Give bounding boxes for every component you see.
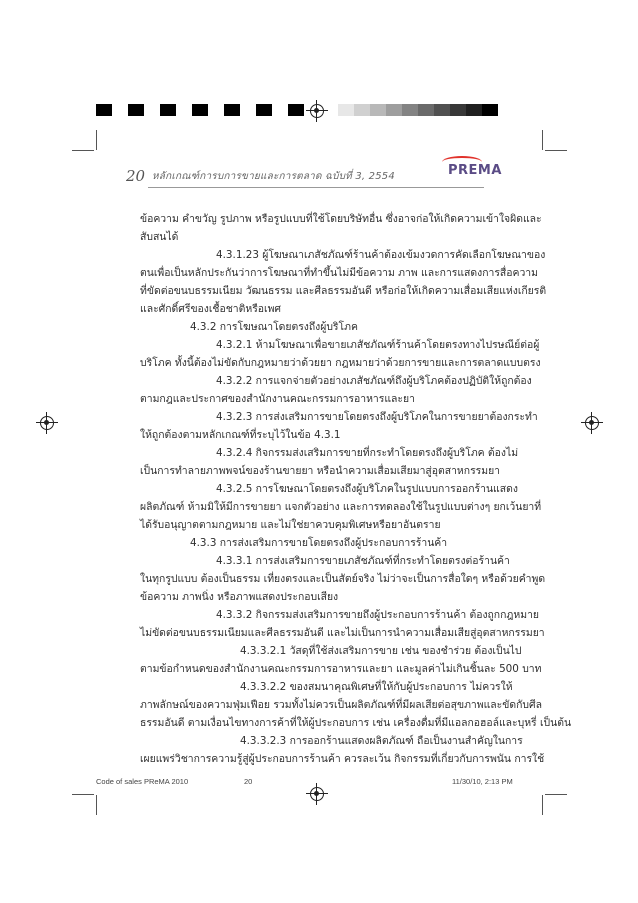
color-bar-right: [338, 104, 498, 116]
text-line: 4.3.3.2.2 ของสมนาคุณพิเศษที่ให้กับผู้ประกอบการ ไม่ควรให้: [240, 681, 513, 693]
color-swatch: [418, 104, 434, 116]
color-swatch: [240, 104, 256, 116]
text-line: สับสนได้: [140, 231, 179, 243]
text-line: 4.3.3.2 กิจกรรมส่งเสริมการขายถึงผู้ประกอบการร้านค้า ต้องถูกกฎหมาย: [216, 609, 539, 621]
color-swatch: [176, 104, 192, 116]
prema-logo: [440, 156, 500, 190]
trim-mark: [96, 130, 97, 150]
color-swatch: [386, 104, 402, 116]
color-bar-left: [96, 104, 320, 116]
color-swatch: [112, 104, 128, 116]
text-line: ในทุกรูปแบบ ต้องเป็นธรรม เที่ยงตรงและเป็นสัตย์จริง ไม่ว่าจะเป็นการสื่อใดๆ หรือด้วยคำพูด: [140, 573, 546, 585]
text-line: ตามกฎและประกาศของสำนักงานคณะกรรมการอาหารและยา: [140, 393, 415, 405]
color-swatch: [272, 104, 288, 116]
trim-mark: [542, 130, 543, 150]
text-line: และศักดิ์ศรีของเชื้อชาติหรือเพศ: [140, 303, 282, 315]
page-number: 20: [126, 167, 146, 185]
trim-mark: [545, 150, 567, 151]
logo-text: PREMA: [448, 163, 502, 178]
color-swatch: [192, 104, 208, 116]
text-line: ให้ถูกต้องตามหลักเกณฑ์ที่ระบุไว้ในข้อ 4.3.1: [140, 429, 341, 441]
text-line: 4.3.3 การส่งเสริมการขายโดยตรงถึงผู้ประกอบการร้านค้า: [190, 537, 448, 549]
text-line: บริโภค ทั้งนี้ต้องไม่ขัดกับกฎหมายว่าด้วยยา กฎหมายว่าด้วยการขายและการตลาดแบบตรง: [140, 357, 541, 369]
registration-mark-top: [306, 100, 328, 122]
color-swatch: [338, 104, 354, 116]
color-swatch: [482, 104, 498, 116]
color-swatch: [288, 104, 304, 116]
color-swatch: [434, 104, 450, 116]
trim-mark: [72, 150, 94, 151]
color-swatch: [160, 104, 176, 116]
text-line: 4.3.2.3 การส่งเสริมการขายโดยตรงถึงผู้บริโภคในการขายยาต้องกระทำ: [216, 411, 538, 423]
footer-page: 20: [244, 777, 253, 786]
text-line: ได้รับอนุญาตตามกฎหมาย และไม่ใช่ยาควบคุมพิเศษหรือยาอันตราย: [140, 519, 441, 531]
text-line: ข้อความ คำขวัญ รูปภาพ หรือรูปแบบที่ใช้โดยบริษัทอื่น ซึ่งอาจก่อให้เกิดความเข้าใจผิดและ: [140, 213, 542, 225]
trim-mark: [72, 794, 94, 795]
registration-mark-left: [36, 412, 58, 434]
footer-datetime: 11/30/10, 2:13 PM: [452, 777, 513, 786]
running-header-title: หลักเกณฑ์การบการขายและการตลาด ฉบับที่ 3, 2554: [152, 171, 395, 182]
text-line: ธรรมอันดี ตามเงื่อนไขทางการค้าที่ให้ผู้ประกอบการ เช่น เครื่องดื่มที่มีแอลกอฮอล์และบุหรี่ เป็นต้น: [140, 717, 572, 729]
text-line: ไม่ขัดต่อขนบธรรมเนียมและศีลธรรมอันดี และไม่เป็นการนำความเสื่อมเสียสู่อุตสาหกรรมยา: [140, 627, 545, 639]
text-line: 4.3.3.2.1 วัสดุที่ใช้ส่งเสริมการขาย เช่น ของชำร่วย ต้องเป็นไป: [240, 645, 522, 657]
text-line: ตนเพื่อเป็นหลักประกันว่าการโฆษณาที่ทำขึ้นไม่มีข้อความ ภาพ และการแสดงการสื่อความ: [140, 267, 538, 279]
text-line: เป็นการทำลายภาพพจน์ของร้านขายยา หรือนำความเสื่อมเสียมาสู่อุตสาหกรรมยา: [140, 465, 500, 477]
color-swatch: [96, 104, 112, 116]
color-swatch: [256, 104, 272, 116]
color-swatch: [224, 104, 240, 116]
text-line: 4.3.1.23 ผู้โฆษณาเภสัชภัณฑ์ร้านค้าต้องเข้มงวดการคัดเลือกโฆษณาของ: [216, 249, 546, 261]
color-swatch: [370, 104, 386, 116]
trim-mark: [96, 795, 97, 815]
header-rule: [148, 187, 484, 188]
color-swatch: [466, 104, 482, 116]
text-line: 4.3.2.4 กิจกรรมส่งเสริมการขายที่กระทำโดยตรงถึงผู้บริโภค ต้องไม่: [216, 447, 519, 459]
text-line: เผยแพร่วิชาการความรู้สู่ผู้ประกอบการร้านค้า ควรละเว้น กิจกรรมที่เกี่ยวกับการพนัน การใช้: [140, 753, 545, 765]
registration-mark-right: [581, 412, 603, 434]
trim-mark: [545, 794, 567, 795]
color-swatch: [450, 104, 466, 116]
footer-filename: Code of sales PReMA 2010: [96, 777, 189, 786]
color-swatch: [402, 104, 418, 116]
text-line: ที่ขัดต่อขนบธรรมเนียม วัฒนธรรม และศีลธรรมอันดี หรือก่อให้เกิดความเสื่อมเสียแห่งเกียรติ: [140, 285, 547, 297]
text-line: 4.3.2.1 ห้ามโฆษณาเพื่อขายเภสัชภัณฑ์ร้านค้าโดยตรงทางไปรษณีย์ต่อผู้: [216, 339, 540, 351]
text-line: ผลิตภัณฑ์ ห้ามมิให้มีการขายยา แจกตัวอย่าง และการทดลองใช้ในรูปแบบต่างๆ ยกเว้นยาที่: [140, 501, 542, 513]
color-swatch: [354, 104, 370, 116]
text-line: 4.3.2 การโฆษณาโดยตรงถึงผู้บริโภค: [190, 321, 358, 333]
text-line: ภาพลักษณ์ของความฟุ่มเฟือย รวมทั้งไม่ควรเป็นผลิตภัณฑ์ที่มีผลเสียต่อสุขภาพและขัดกับศีล: [140, 699, 542, 711]
text-line: 4.3.3.2.3 การออกร้านแสดงผลิตภัณฑ์ ถือเป็นงานสำคัญในการ: [240, 735, 523, 747]
text-line: 4.3.2.2 การแจกจ่ายตัวอย่างเภสัชภัณฑ์ถึงผู้บริโภคต้องปฏิบัติให้ถูกต้อง: [216, 375, 532, 387]
color-swatch: [144, 104, 160, 116]
trim-mark: [542, 795, 543, 815]
text-line: 4.3.3.1 การส่งเสริมการขายเภสัชภัณฑ์ที่กระทำโดยตรงต่อร้านค้า: [216, 555, 510, 567]
color-swatch: [208, 104, 224, 116]
text-line: ตามข้อกำหนดของสำนักงานคณะกรรมการอาหารและยา และมูลค่าไม่เกินชิ้นละ 500 บาท: [140, 663, 542, 675]
text-line: ข้อความ ภาพนิ่ง หรือภาพแสดงประกอบเสียง: [140, 591, 339, 603]
color-swatch: [128, 104, 144, 116]
registration-mark-bottom: [306, 783, 328, 805]
text-line: 4.3.2.5 การโฆษณาโดยตรงถึงผู้บริโภคในรูปแบบการออกร้านแสดง: [216, 483, 518, 495]
